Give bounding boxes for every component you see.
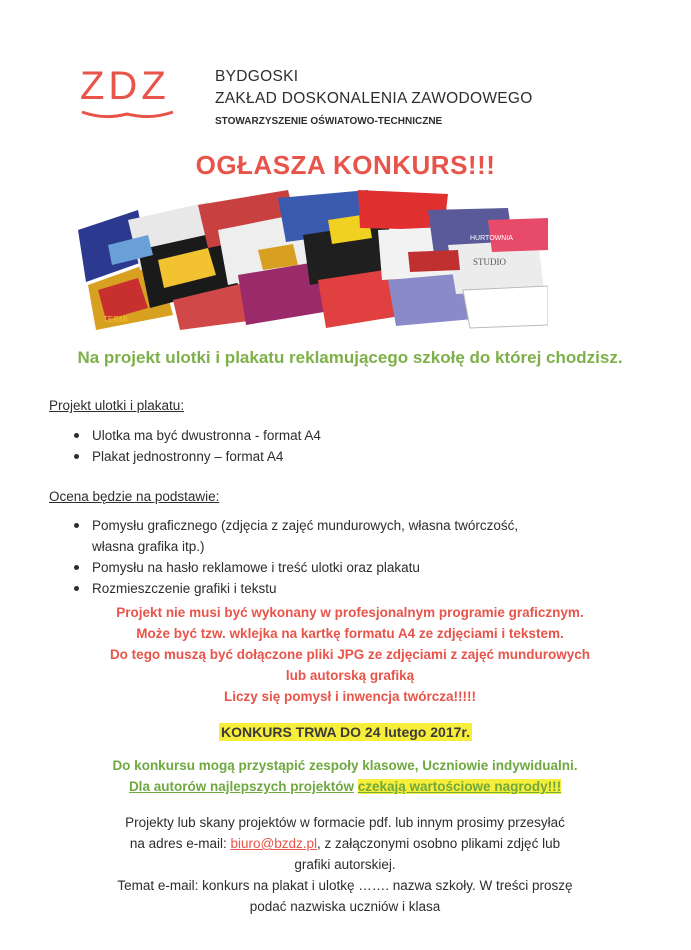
deadline-banner bbox=[0, 724, 691, 740]
section1-list bbox=[74, 425, 574, 467]
section2-list bbox=[74, 515, 554, 599]
contact-line: Projekty lub skany projektów w formacie pdf. lub innym prosimy przesyłać bbox=[125, 815, 565, 830]
note-line: Może być tzw. wklejka na kartkę formatu A4 ze zdjęciami i tekstem. bbox=[136, 626, 564, 641]
contact-line: Temat e-mail: konkurs na plakat i ulotkę ……. nazwa szkoły. W treści proszę bbox=[117, 878, 573, 893]
contact-line: grafiki autorskiej. bbox=[294, 857, 396, 872]
contact-text: , z załączonymi osobno plikami zdjęć lub bbox=[316, 836, 561, 851]
email-link[interactable]: biuro@bzdz.pl bbox=[230, 836, 317, 851]
section2-title: Ocena będzie na podstawie: bbox=[49, 489, 220, 504]
list-item: Rozmieszczenie grafiki i tekstu bbox=[74, 578, 554, 599]
list-item: Pomysłu graficznego (zdjęcia z zajęć mundurowych, własna twórczość, własna grafika itp.) bbox=[74, 515, 554, 557]
flyers-collage-image bbox=[78, 190, 548, 330]
eligibility-note bbox=[40, 755, 650, 797]
contact-line bbox=[40, 833, 650, 854]
contact-line: podać nazwiska uczniów i klasa bbox=[249, 899, 441, 914]
svg-text:TERMI: TERMI bbox=[103, 315, 128, 324]
note-line: lub autorską grafiką bbox=[285, 668, 415, 683]
note-line bbox=[40, 776, 650, 797]
org-name-line3: STOWARZYSZENIE OŚWIATOWO-TECHNICZNE bbox=[215, 116, 443, 127]
note-line: Liczy się pomysł i inwencja twórcza!!!!! bbox=[223, 689, 477, 704]
prize-highlight: czekają wartościowe nagrody!!! bbox=[357, 779, 562, 794]
deadline-text: KONKURS TRWA DO 24 lutego 2017r. bbox=[221, 724, 470, 740]
submission-instructions bbox=[40, 812, 650, 917]
section1-title: Projekt ulotki i plakatu: bbox=[49, 398, 185, 413]
note-line: Projekt nie musi być wykonany w profesjonalnym programie graficznym. bbox=[116, 605, 584, 620]
contact-text: na adres e-mail: bbox=[129, 836, 227, 851]
list-item: Ulotka ma być dwustronna - format A4 bbox=[74, 425, 574, 446]
org-name-line1: BYDGOSKI bbox=[215, 68, 299, 85]
zdz-logo bbox=[80, 66, 175, 126]
subtitle: Na projekt ulotki i plakatu reklamującego szkołę do której chodzisz. bbox=[77, 348, 623, 367]
org-name-line2: ZAKŁAD DOSKONALENIA ZAWODOWEGO bbox=[215, 90, 533, 107]
svg-text:STUDIO: STUDIO bbox=[473, 257, 506, 267]
book-icon bbox=[80, 108, 175, 122]
note-line: Do konkursu mogą przystąpić zespoły klasowe, Uczniowie indywidualni. bbox=[112, 758, 578, 773]
list-item: Pomysłu na hasło reklamowe i treść ulotki oraz plakatu bbox=[74, 557, 554, 578]
logo-text: ZDZ bbox=[80, 64, 170, 108]
list-item: Plakat jednostronny – format A4 bbox=[74, 446, 574, 467]
headline: OGŁASZA KONKURS!!! bbox=[195, 150, 496, 180]
prize-text: Dla autorów najlepszych projektów bbox=[128, 779, 354, 794]
note-line: Do tego muszą być dołączone pliki JPG ze zdjęciami z zajęć mundurowych bbox=[109, 647, 591, 662]
svg-text:HURTOWNIA: HURTOWNIA bbox=[470, 235, 513, 242]
requirements-note bbox=[60, 602, 640, 707]
